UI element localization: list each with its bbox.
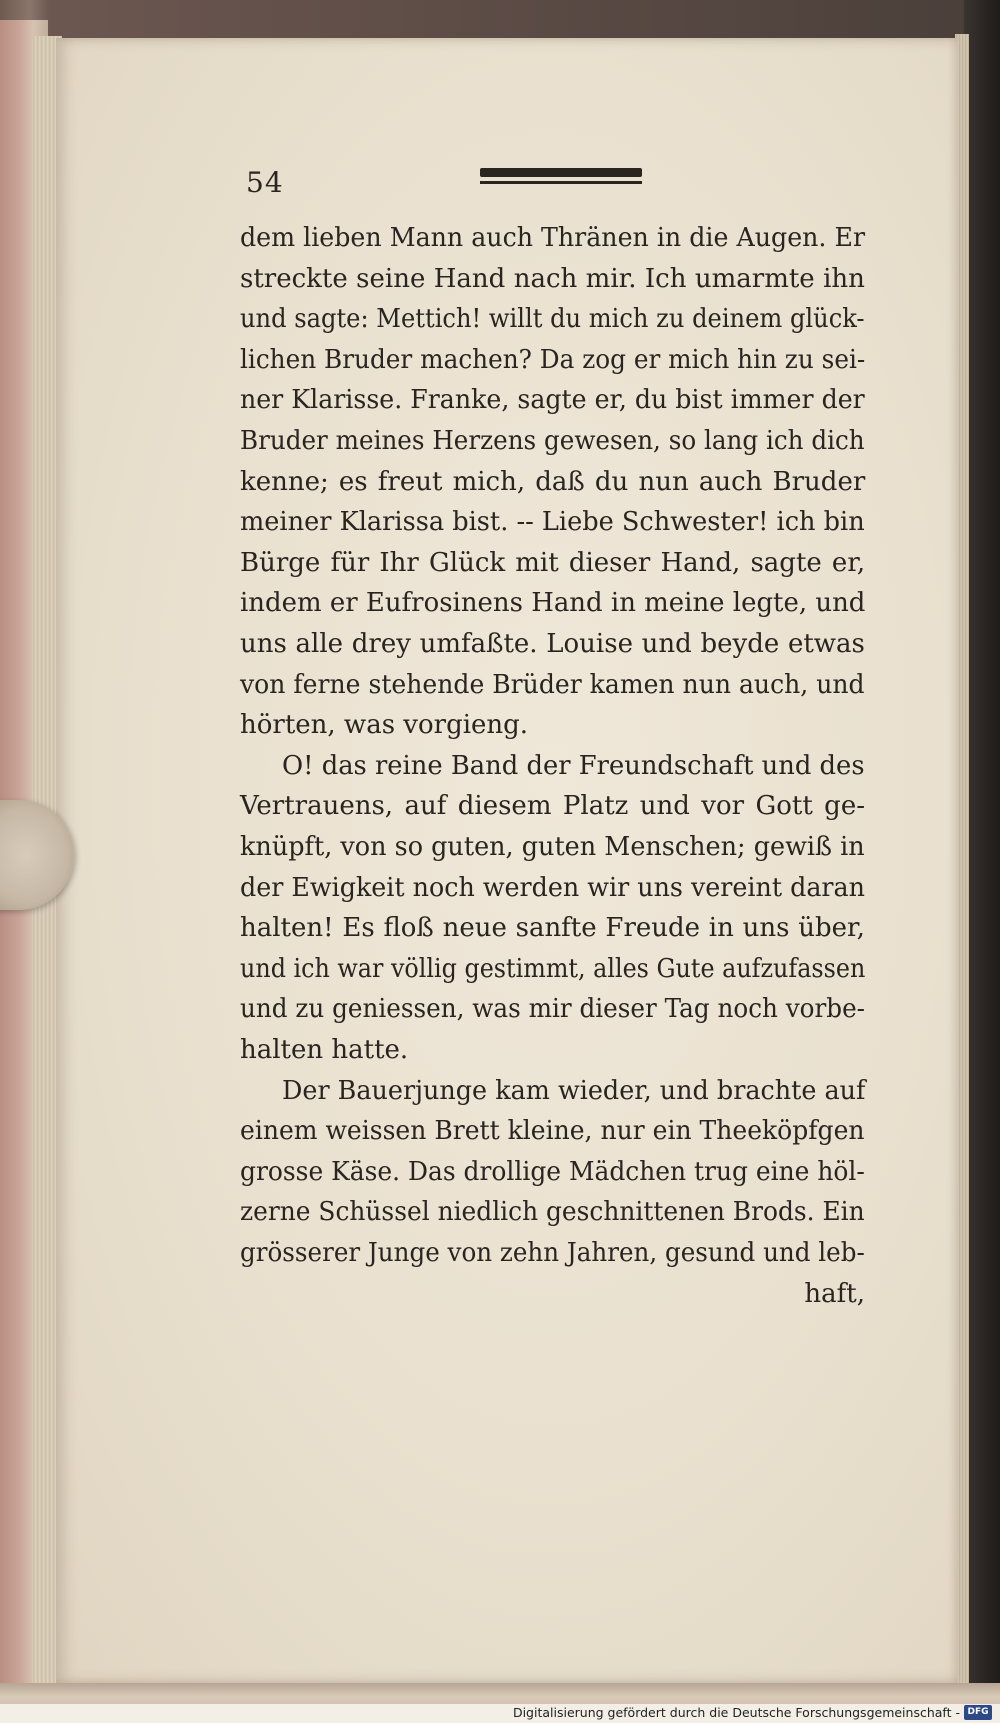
- text-line: lichen Bruder machen? Da zog er mich hin zu sei-: [240, 344, 866, 375]
- text-line: dem lieben Mann auch Thränen in die Augen. Er: [240, 223, 866, 253]
- text-line: O! das reine Band der Freundschaft und des: [282, 750, 865, 781]
- text-line: Bürge für Ihr Glück mit dieser Hand, sagte er,: [240, 547, 866, 578]
- text-line: hörten, was vorgieng.: [240, 710, 529, 741]
- text-line: und zu geniessen, was mir dieser Tag noch vorbe-: [240, 994, 866, 1025]
- text-line: uns alle drey umfaßte. Louise und beyde etwas: [240, 629, 865, 659]
- header-rule: [480, 166, 642, 188]
- text-line: streckte seine Hand nach mir. Ich umarmte ihn: [240, 263, 865, 294]
- text-line: und sagte: Mettich! willt du mich zu deinem glück-: [240, 304, 865, 335]
- scan-shadow-right: [964, 0, 1000, 1723]
- text-line: knüpft, von so guten, guten Menschen; gewiß in: [240, 832, 865, 862]
- text-line: Bruder meines Herzens gewesen, so lang ich dich: [240, 426, 865, 456]
- text-line: grösserer Junge von zehn Jahren, gesund und leb-: [240, 1238, 865, 1268]
- footer-credit: Digitalisierung gefördert durch die Deutsche Forschungsgemeinschaft -: [512, 1705, 960, 1720]
- header-rule-thick: [480, 168, 642, 177]
- text-line: ner Klarisse. Franke, sagte er, du bist immer der: [240, 385, 865, 416]
- header-rule-thin: [480, 181, 642, 184]
- text-line: zerne Schüssel niedlich geschnittenen Brods. Ein: [240, 1197, 865, 1228]
- page-number: 54: [246, 166, 284, 199]
- text-line: grosse Käse. Das drollige Mädchen trug eine höl-: [240, 1156, 865, 1187]
- text-line: indem er Eufrosinens Hand in meine legte, und: [240, 588, 866, 619]
- text-line: kenne; es freut mich, daß du nun auch Bruder: [240, 466, 866, 497]
- text-line: halten! Es floß neue sanfte Freude in uns über,: [240, 913, 865, 944]
- text-line: meiner Klarissa bist. -- Liebe Schwester! ich bin: [240, 507, 865, 538]
- text-line: Der Bauerjunge kam wieder, und brachte auf: [282, 1075, 866, 1106]
- text-line: einem weissen Brett kleine, nur ein Theeköpfgen: [240, 1116, 865, 1147]
- text-line: der Ewigkeit noch werden wir uns vereint daran: [240, 872, 865, 903]
- catchword: haft,: [804, 1278, 865, 1309]
- text-line: von ferne stehende Brüder kamen nun auch, und: [240, 669, 865, 700]
- text-line: und ich war völlig gestimmt, alles Gute aufzufassen: [240, 953, 866, 984]
- text-line: halten hatte.: [240, 1035, 409, 1065]
- text-line: Vertrauens, auf diesem Platz und vor Gott ge-: [240, 791, 865, 822]
- dfg-logo: DFG: [964, 1705, 992, 1720]
